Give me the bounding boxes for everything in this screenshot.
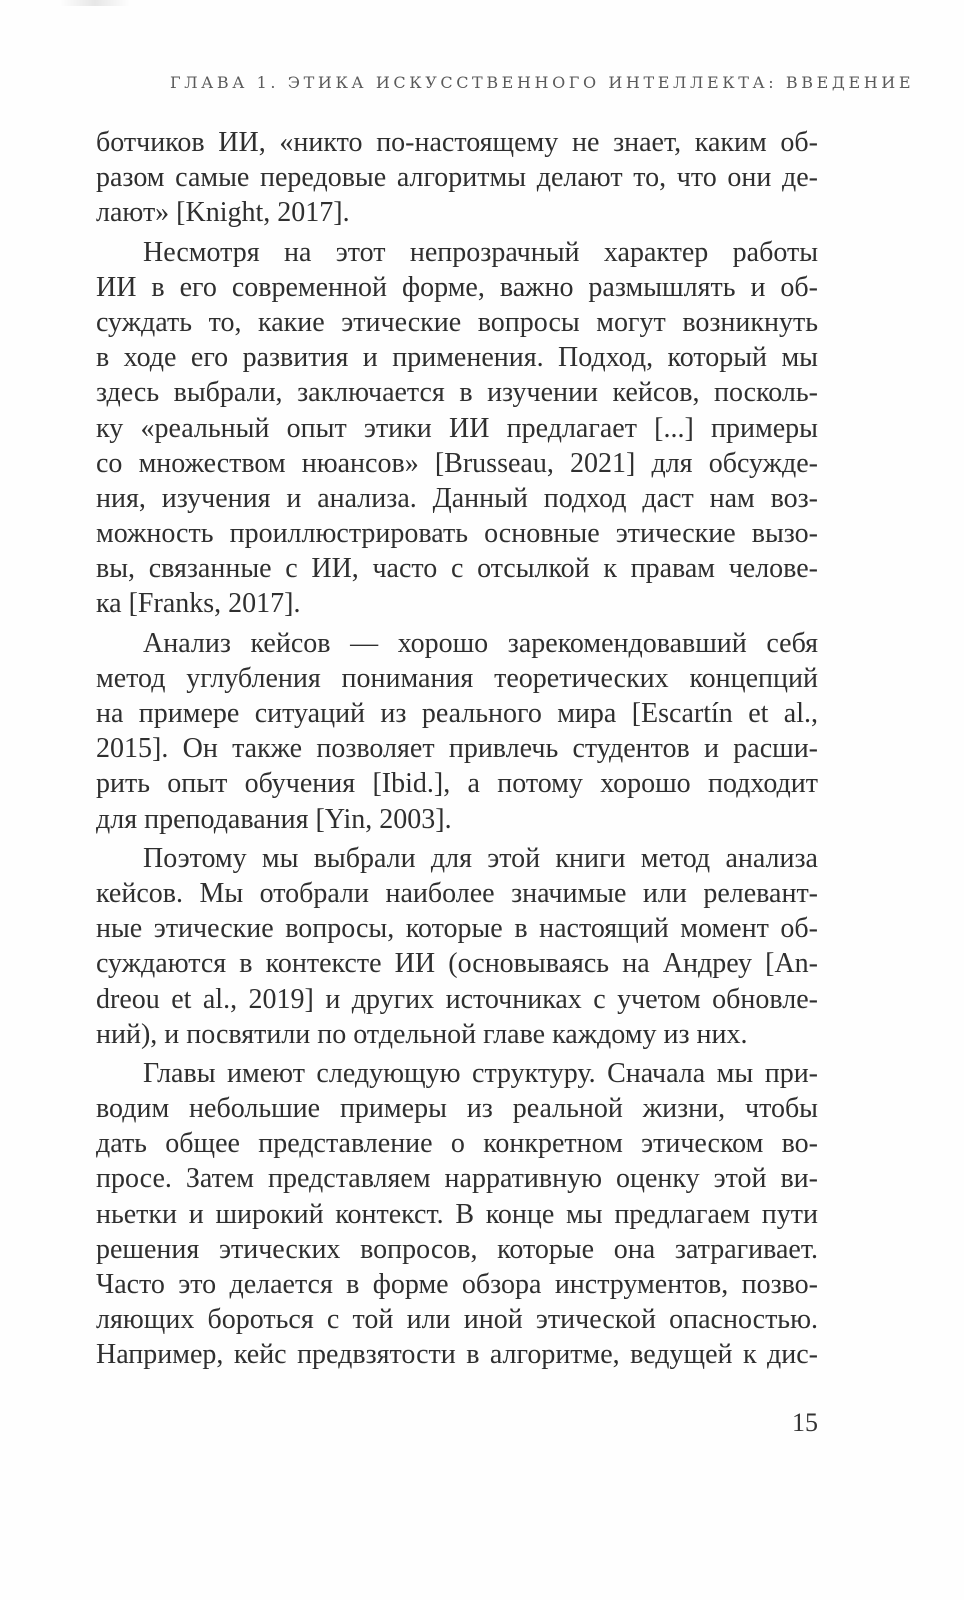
text-line: суждаются в контексте ИИ (основываясь на Андреу [An-	[96, 948, 818, 980]
text-line: вы, связанные с ИИ, часто с отсылкой к правам челове-	[96, 553, 818, 585]
text-line: ния, изучения и анализа. Данный подход даст нам воз-	[96, 482, 818, 514]
text-line: просе. Затем представляем нарративную оценку этой ви-	[96, 1163, 818, 1195]
text-line: ные этические вопросы, которые в настоящий момент об-	[96, 913, 818, 945]
text-line: Анализ кейсов — хорошо зарекомендовавший себя	[143, 627, 818, 659]
text-line: суждать то, какие этические вопросы могут возникнуть	[96, 306, 818, 338]
text-line: Поэтому мы выбрали для этой книги метод анализа	[143, 842, 818, 874]
text-line: Несмотря на этот непрозрачный характер работы	[143, 236, 818, 268]
scan-artifact	[60, 0, 130, 6]
text-line: ка [Franks, 2017].	[96, 588, 301, 620]
page-number: 15	[792, 1408, 818, 1437]
text-line: можность проиллюстрировать основные этические вызо-	[96, 518, 818, 550]
running-header: ГЛАВА 1. ЭТИКА ИСКУССТВЕННОГО ИНТЕЛЛЕКТА: ВВЕДЕНИЕ	[170, 73, 915, 92]
text-line: рить опыт обучения [Ibid.], а потому хорошо подходит	[96, 768, 818, 800]
text-line: dreou et al., 2019] и других источниках с учетом обновле-	[96, 983, 818, 1015]
text-line: лают» [Knight, 2017].	[96, 197, 350, 229]
text-line: Главы имеют следующую структуру. Сначала мы при-	[143, 1057, 818, 1089]
text-line: на примере ситуаций из реального мира [Escartín et al.,	[96, 698, 818, 729]
text-line: ньетки и широкий контекст. В конце мы предлагаем пути	[96, 1198, 818, 1230]
body-text	[96, 125, 818, 1373]
text-line: водим небольшие примеры из реальной жизни, чтобы	[96, 1093, 818, 1125]
text-line: для преподавания [Yin, 2003].	[96, 803, 452, 835]
text-line: 2015]. Он также позволяет привлечь студентов и расши-	[96, 733, 818, 765]
text-line: Часто это делается в форме обзора инструментов, позво-	[96, 1269, 818, 1300]
text-line: ний), и посвятили по отдельной главе каждому из них.	[96, 1018, 748, 1050]
text-line: Например, кейс предвзятости в алгоритме, ведущей к дис-	[96, 1339, 818, 1371]
text-line: ботчиков ИИ, «никто по-настоящему не знает, каким об-	[96, 127, 818, 158]
text-line: кейсов. Мы отобрали наиболее значимые или релевант-	[96, 877, 818, 909]
text-line: дать общее представление о конкретном этическом во-	[96, 1128, 818, 1160]
text-line: здесь выбрали, заключается в изучении кейсов, посколь-	[96, 377, 818, 409]
text-line: ку «реальный опыт этики ИИ предлагает [...] примеры	[96, 412, 818, 444]
text-line: метод углубления понимания теоретических концепций	[96, 662, 818, 694]
text-line: в ходе его развития и применения. Подход, который мы	[96, 342, 818, 374]
text-line: решения этических вопросов, которые она затрагивает.	[96, 1233, 818, 1265]
text-line: со множеством нюансов» [Brusseau, 2021] для обсужде-	[96, 447, 818, 479]
text-line: разом самые передовые алгоритмы делают то, что они де-	[96, 162, 818, 194]
text-line: ляющих бороться с той или иной этической опасностью.	[96, 1304, 818, 1336]
text-line: ИИ в его современной форме, важно размышлять и об-	[96, 271, 818, 303]
